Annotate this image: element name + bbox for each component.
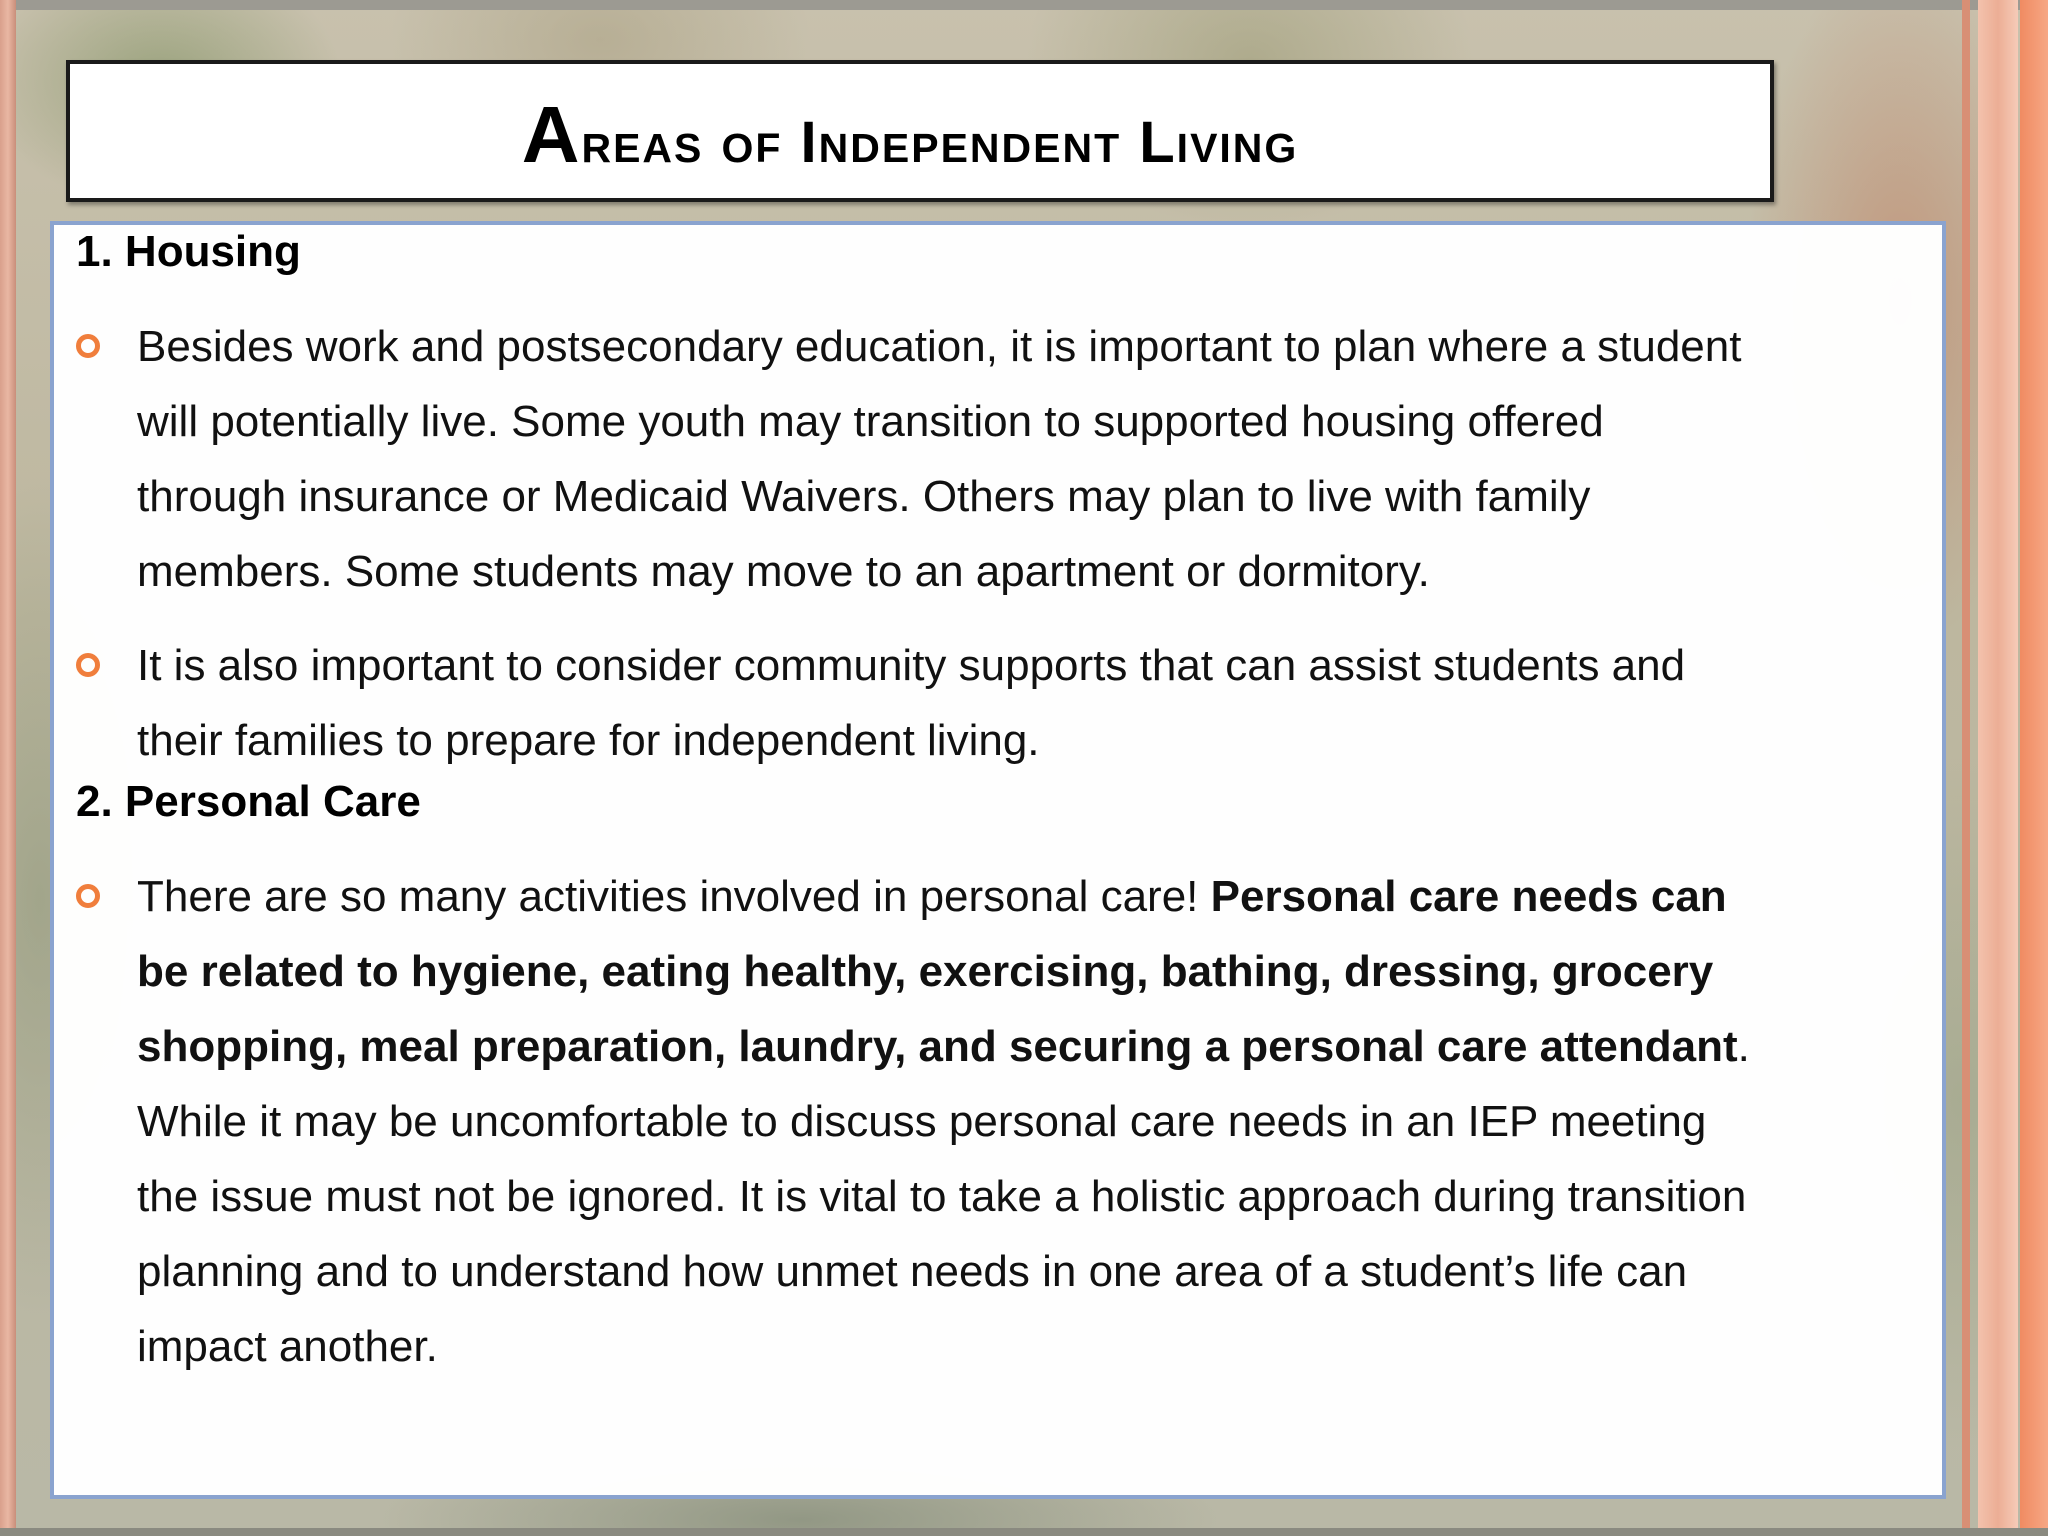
hollow-circle-icon: [76, 334, 100, 358]
text-normal: There are so many activities involved in personal care!: [137, 872, 1211, 921]
text-line: will potentially live. Some youth may transition to supported housing offered: [137, 397, 1604, 446]
title-box: [66, 60, 1774, 202]
hollow-circle-icon: [76, 653, 100, 677]
bullet-text: [137, 309, 1977, 609]
text-normal: .: [1737, 1022, 1750, 1071]
hollow-circle-icon: [76, 884, 100, 908]
bottom-border: [0, 1528, 2048, 1536]
slide-title: Areas of Independent Living: [521, 90, 1299, 179]
right-edge-stripe-orange: [2020, 0, 2048, 1536]
text-line: their families to prepare for independent living.: [137, 716, 1040, 765]
text-line: members. Some students may move to an apartment or dormitory.: [137, 547, 1430, 596]
text-line: It is also important to consider community supports that can assist students and: [137, 641, 1686, 690]
content-box: [50, 221, 1946, 1499]
text-line: through insurance or Medicaid Waivers. Others may plan to live with family: [137, 472, 1591, 521]
text-line: [137, 859, 1977, 934]
bullet-text: [137, 628, 1977, 778]
text-line: While it may be uncomfortable to discuss personal care needs in an IEP meeting: [137, 1097, 1707, 1146]
text-line: planning and to understand how unmet needs in one area of a student’s life can: [137, 1247, 1688, 1296]
section-heading-housing: 1. Housing: [76, 227, 301, 276]
text-bold: Personal care needs can: [1210, 872, 1727, 921]
top-border: [0, 0, 2048, 10]
text-line-bold: be related to hygiene, eating healthy, exercising, bathing, dressing, grocery: [137, 947, 1714, 996]
section-heading-personal-care: 2. Personal Care: [76, 777, 421, 826]
bullet-text: [137, 859, 1977, 1384]
text-line: impact another.: [137, 1322, 438, 1371]
text-bold: shopping, meal preparation, laundry, and securing a personal care attendant: [137, 1022, 1738, 1071]
text-line: [137, 1009, 1977, 1084]
text-line: Besides work and postsecondary education, it is important to plan where a student: [137, 322, 1742, 371]
left-edge-stripe: [0, 0, 16, 1536]
right-edge-stripe-light: [1978, 0, 2018, 1536]
text-line: the issue must not be ignored. It is vital to take a holistic approach during transition: [137, 1172, 1747, 1221]
